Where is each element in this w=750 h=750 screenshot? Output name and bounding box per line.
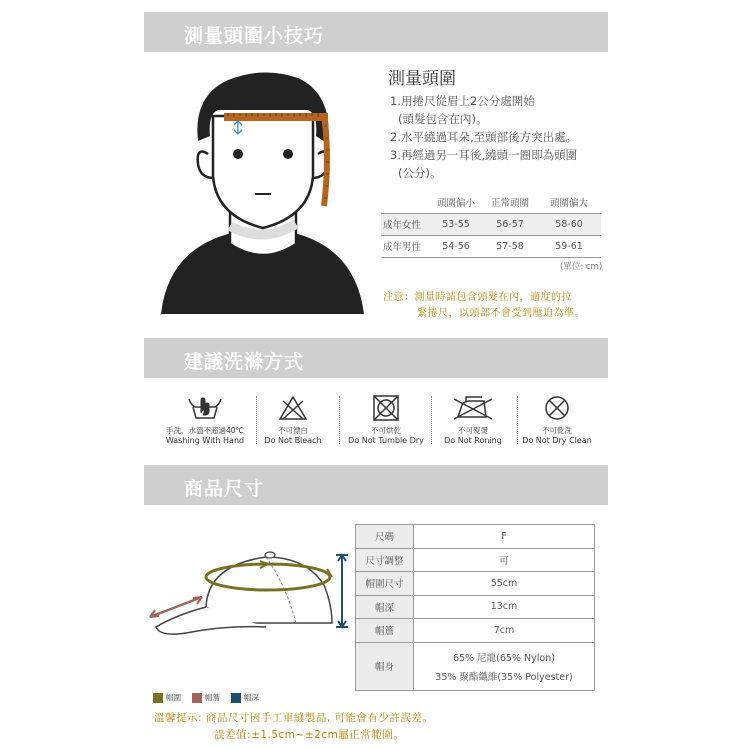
spec-value: F <box>414 525 595 549</box>
measure-step-1: 1.用捲尺從眉上2公分處開始 <box>390 94 535 108</box>
table-row <box>356 525 595 549</box>
table-cell: 56-57 <box>483 213 537 235</box>
wash-label-cn: 手洗，水溫不超過40℃ <box>166 426 244 435</box>
legend-item-circumference <box>153 692 181 703</box>
divider <box>256 396 257 444</box>
legend-label: 帽深 <box>244 693 259 702</box>
table-row <box>381 235 601 257</box>
warning-line-1: 溫馨提示: 商品尺寸因手工車縫製品, 可能會有少許誤差。 <box>154 712 434 724</box>
measure-note-line-1: 注意：測量時請包含頭髮在內，適度的拉 <box>383 292 572 303</box>
spec-value: 可 <box>414 548 595 572</box>
wash-item-iron <box>441 395 505 445</box>
measure-heading: 測量頭圍 <box>388 69 456 89</box>
section-title-measure: 測量頭圍小技巧 <box>184 25 325 47</box>
wash-item-hand <box>160 395 250 445</box>
measure-step-1-cont: (頭髮包含在內)。 <box>398 112 488 126</box>
spec-key: 尺碼 <box>356 525 414 549</box>
legend-swatch <box>153 693 163 703</box>
table-cell <box>381 191 429 213</box>
wash-label-en: Do Not Roning <box>444 436 502 445</box>
no-dry-clean-icon <box>543 395 571 421</box>
legend-swatch <box>192 693 202 703</box>
wash-item-tumble <box>347 395 425 445</box>
table-row <box>356 572 595 596</box>
table-cell: 成年女性 <box>381 213 429 235</box>
no-bleach-icon <box>278 395 308 421</box>
spec-key: 帽圍尺寸 <box>356 572 414 596</box>
material-line-1: 65% 尼龍(65% Nylon) <box>453 652 555 664</box>
wash-label-en: Do Not Dry Clean <box>522 436 592 445</box>
section-banner-size <box>144 465 608 505</box>
spec-value: 7cm <box>414 619 595 643</box>
warning-line-2: 誤差值:±1.5cm~±2cm屬正常範圍。 <box>214 729 405 741</box>
table-cell: 53-55 <box>429 213 483 235</box>
table-cell: 54-56 <box>429 235 483 257</box>
spec-key: 帽深 <box>356 595 414 619</box>
wash-label-en: Washing With Hand <box>165 436 245 445</box>
spec-key: 帽簷 <box>356 619 414 643</box>
section-banner-washing <box>144 338 608 378</box>
table-cell: 成年男性 <box>381 235 429 257</box>
table-header-row <box>381 191 601 213</box>
measure-step-3: 3.再經過另一耳後,繞頭一圈即為頭圍 <box>390 148 578 162</box>
section-title-size: 商品尺寸 <box>184 478 265 500</box>
spec-table <box>355 524 595 691</box>
divider <box>431 396 432 444</box>
wash-item-bleach <box>262 395 324 445</box>
wash-item-dryclean <box>522 395 592 445</box>
measure-step-3-cont: (公分)。 <box>398 166 442 180</box>
divider <box>339 396 340 444</box>
wash-label-cn: 不可烘乾 <box>371 426 401 435</box>
measure-note-line-2: 緊捲尺，以頭部不會受到壓迫為準。 <box>417 308 585 319</box>
no-ironing-icon <box>452 395 494 421</box>
hand-wash-icon <box>185 395 225 421</box>
table-cell: 59-61 <box>537 235 601 257</box>
head-size-table <box>381 191 601 258</box>
spec-key: 帽身 <box>356 642 414 690</box>
legend-label: 帽簷 <box>205 693 220 702</box>
table-row <box>356 619 595 643</box>
table-header-cell: 頭圍偏小 <box>429 191 483 213</box>
table-cell: 58-60 <box>537 213 601 235</box>
wash-label-cn: 不可乾洗 <box>542 426 572 435</box>
section-title-washing: 建議洗滌方式 <box>184 351 305 373</box>
no-tumble-dry-icon <box>371 395 401 421</box>
section-banner-measure <box>144 12 608 52</box>
legend-label: 帽圍 <box>166 693 181 702</box>
legend-swatch <box>231 693 241 703</box>
unit-label: (單位: cm) <box>560 262 603 272</box>
wash-label-en: Do Not Bleach <box>264 436 322 445</box>
table-header-cell: 頭圍偏大 <box>537 191 601 213</box>
table-header-cell: 正常頭圍 <box>483 191 537 213</box>
legend-item-depth <box>231 692 259 703</box>
spec-key: 尺寸調整 <box>356 548 414 572</box>
spec-value: 13cm <box>414 595 595 619</box>
legend-item-brim <box>192 692 220 703</box>
head-measure-illustration <box>158 66 368 316</box>
table-row <box>356 595 595 619</box>
wash-label-cn: 不可熨燙 <box>458 426 488 435</box>
material-line-2: 35% 聚酯纖維(35% Polyester) <box>435 671 573 683</box>
wash-label-cn: 不可漂白 <box>278 426 308 435</box>
table-row <box>381 213 601 235</box>
measure-step-2: 2.水平繞過耳朵,至頭部後方突出處。 <box>390 130 578 144</box>
cap-diagram <box>146 545 356 655</box>
spec-value: 55cm <box>414 572 595 596</box>
divider <box>517 396 518 444</box>
table-cell: 57-58 <box>483 235 537 257</box>
table-row <box>356 548 595 572</box>
wash-label-en: Do Not Tumble Dry <box>348 436 424 445</box>
table-row <box>356 642 595 690</box>
spec-value-material <box>414 642 595 690</box>
